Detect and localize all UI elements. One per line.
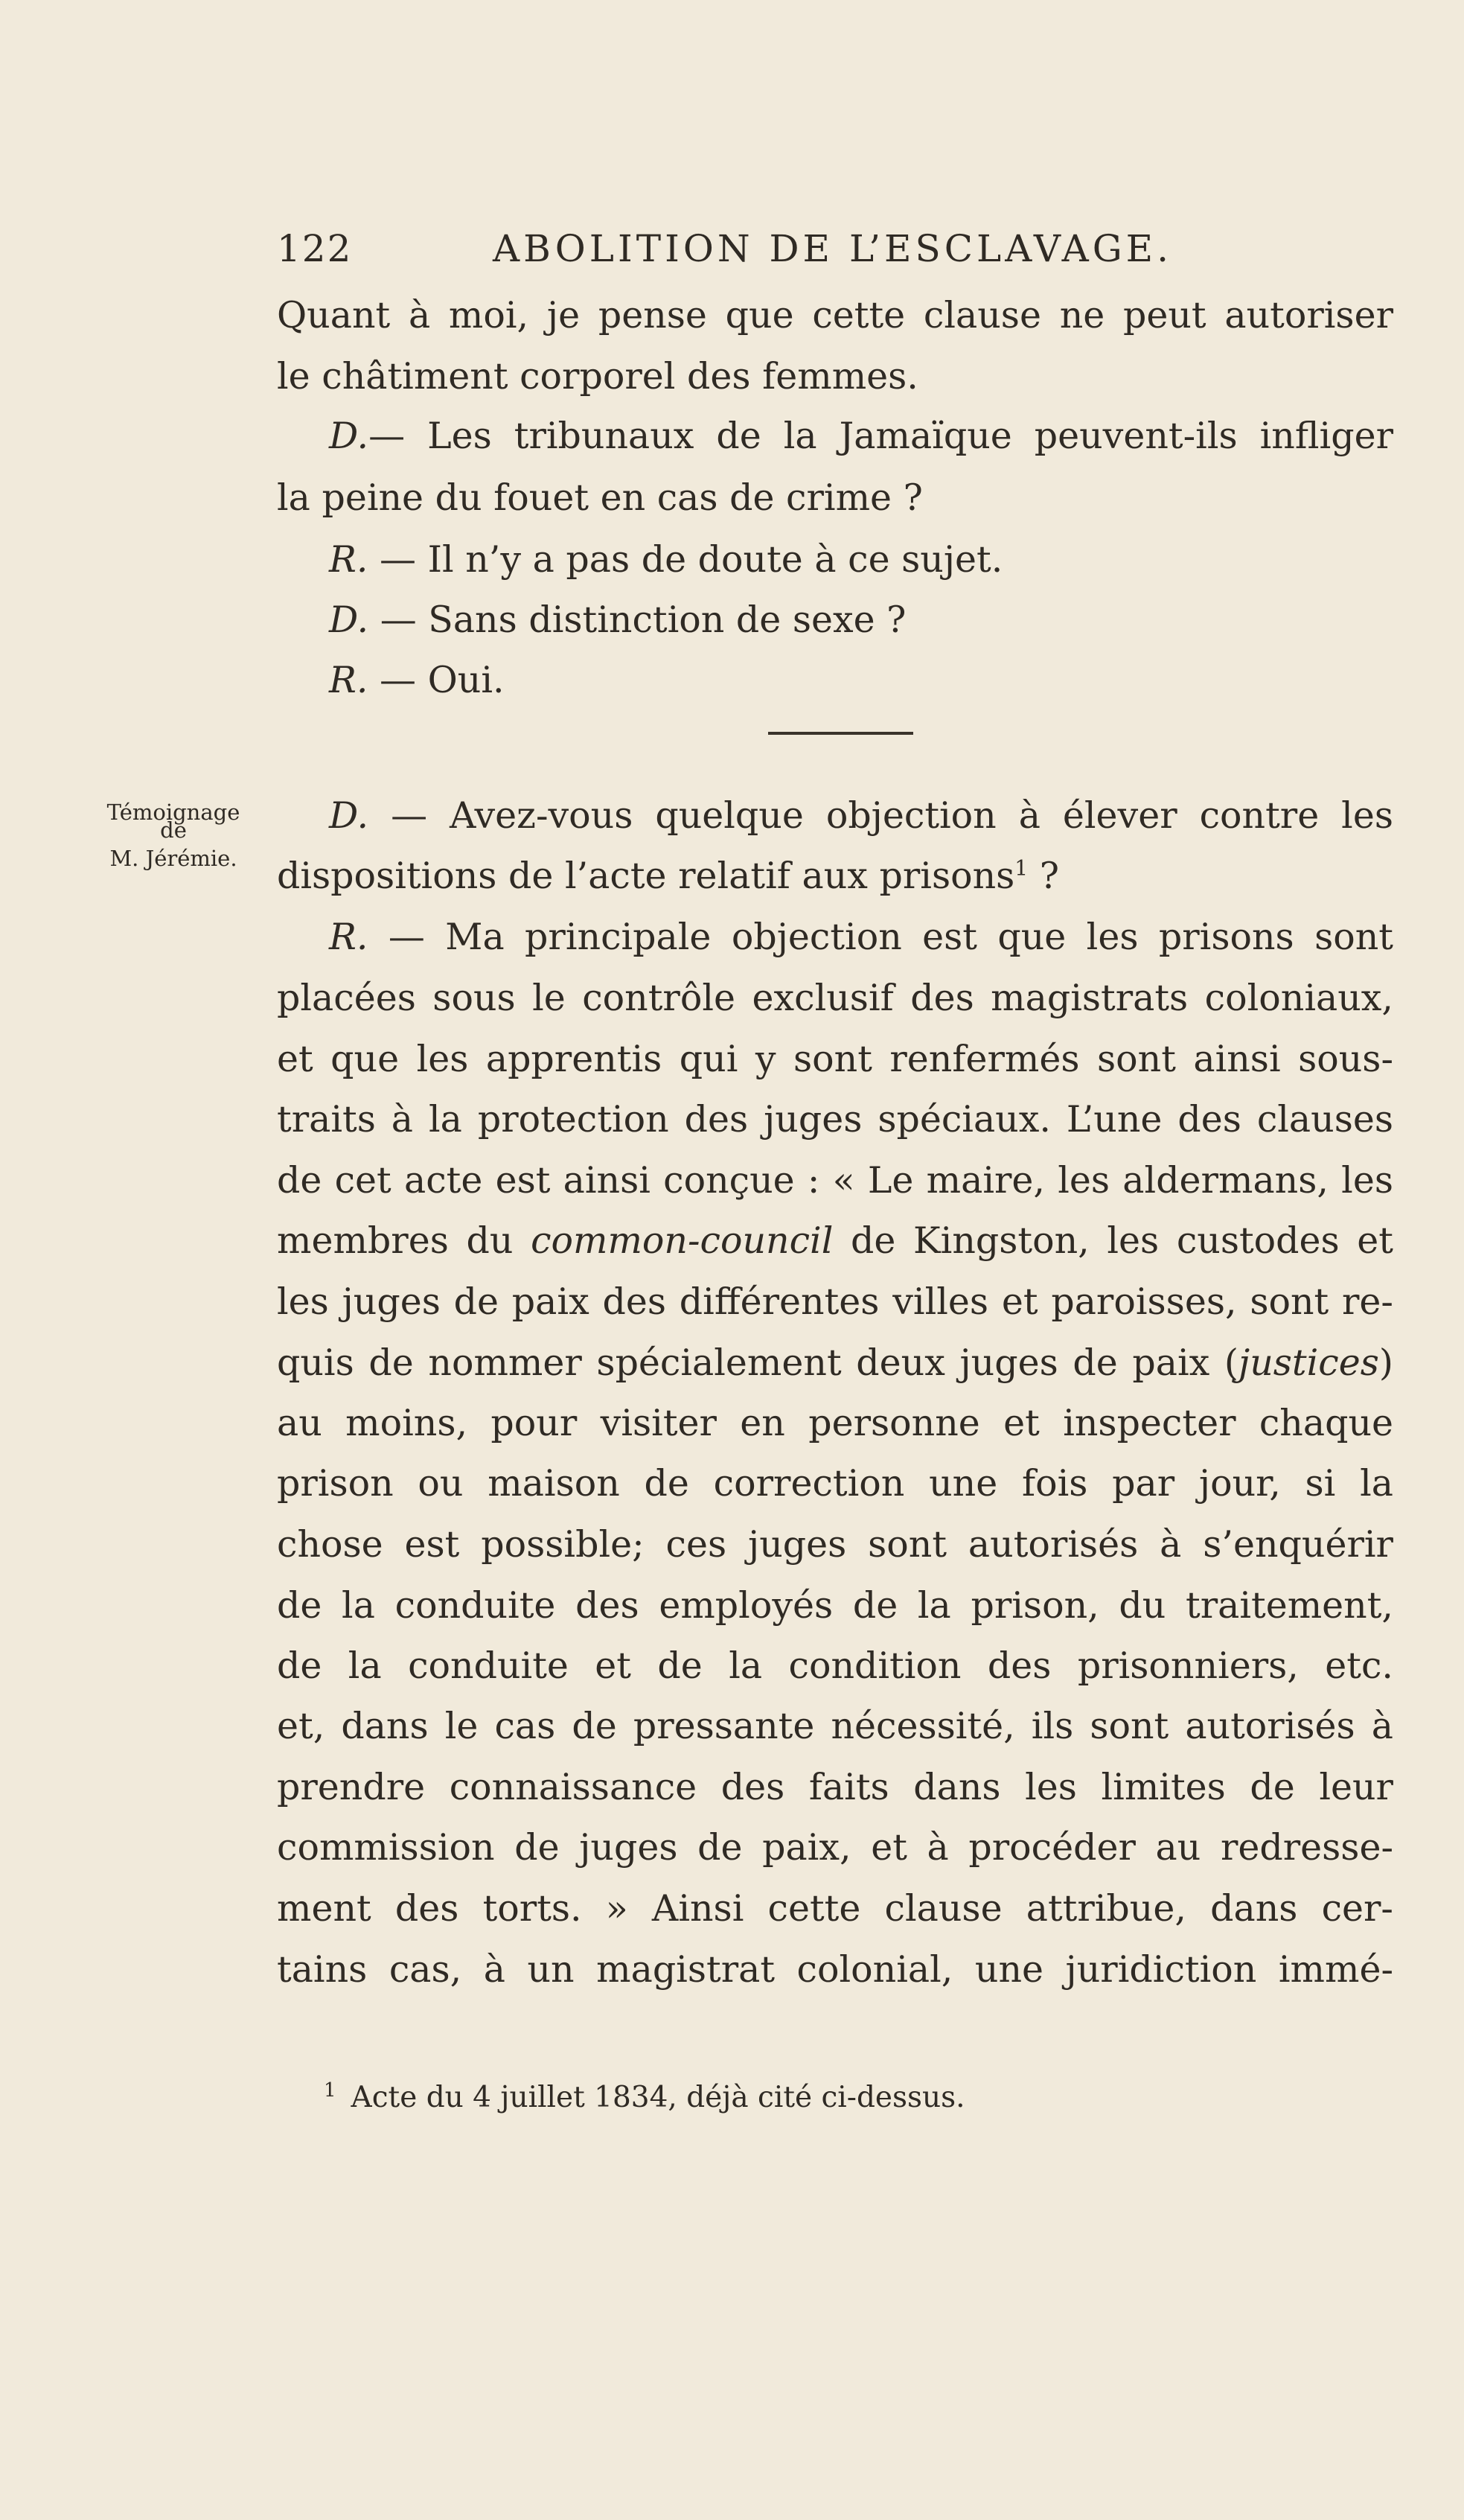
footnote-reference: 1 [1014, 855, 1029, 881]
line-text: de Kingston, les custodes et [833, 1219, 1393, 1262]
text-line: et que les apprentis qui y sont renfermés sont ainsi sous- [277, 1038, 1393, 1080]
speaker-label: D. [329, 599, 369, 641]
text-line: et, dans le cas de pressante nécessité, ils sont autorisés à [277, 1705, 1393, 1747]
text-line: de cet acte est ainsi conçue : « Le maire, les aldermans, les [277, 1159, 1393, 1202]
margin-note-line: de [160, 817, 187, 843]
section-divider [768, 732, 913, 735]
speaker-label: D. [329, 794, 369, 837]
text-line: prison ou maison de correction une fois par jour, si la [277, 1462, 1393, 1505]
text-line: le châtiment corporel des femmes. [277, 355, 918, 398]
footnote-text: Acte du 4 juillet 1834, déjà cité ci-dessus. [351, 2081, 965, 2114]
line-text: — Il n’y a pas de doute à ce sujet. [368, 538, 1003, 581]
text-line: ment des torts. » Ainsi cette clause attribue, dans cer- [277, 1887, 1393, 1930]
text-line: placées sous le contrôle exclusif des magistrats coloniaux, [277, 977, 1393, 1019]
text-line: les juges de paix des différentes villes et paroisses, sont re- [277, 1280, 1393, 1323]
text-line: traits à la protection des juges spéciaux. L’une des clauses [277, 1098, 1393, 1141]
line-text: — Sans distinction de sexe ? [368, 599, 907, 641]
margin-note-line: M. Jérémie. [109, 846, 237, 871]
text-line: Quant à moi, je pense que cette clause ne peut autoriser [277, 294, 1393, 336]
line-text: ? [1028, 855, 1059, 897]
question-line [329, 415, 1393, 457]
footnote-mark: 1 [324, 2079, 336, 2102]
line-text: membres du [277, 1219, 531, 1262]
text-line [277, 1219, 1393, 1262]
speaker-label: D. [329, 415, 369, 457]
text-line [277, 1342, 1393, 1384]
text-line [277, 855, 1059, 897]
text-line: chose est possible; ces juges sont autorisés à s’enquérir [277, 1523, 1393, 1566]
answer-line [329, 538, 1003, 581]
line-text: — Avez-vous quelque objection à élever contre les [368, 794, 1393, 837]
line-text: quis de nommer spécialement deux juges de paix ( [277, 1342, 1239, 1384]
text-line: tains cas, à un magistrat colonial, une juridiction immé- [277, 1948, 1393, 1991]
page-number: 122 [277, 227, 353, 270]
page-header [277, 227, 1185, 279]
margin-note [88, 798, 259, 873]
margin-note-line: Témoignage [106, 800, 240, 825]
line-text: dispositions de l’acte relatif aux prisons [277, 855, 1015, 897]
line-text: — Oui. [368, 659, 505, 701]
question-line [329, 794, 1393, 837]
answer-line [329, 659, 505, 701]
speaker-label: R. [329, 538, 368, 581]
text-line: au moins, pour visiter en personne et inspecter chaque [277, 1402, 1393, 1444]
line-text-italic: justices [1238, 1342, 1379, 1384]
speaker-label: R. [329, 659, 368, 701]
text-line: de la conduite des employés de la prison, du traitement, [277, 1584, 1393, 1627]
line-text: ) [1378, 1342, 1393, 1384]
running-title: ABOLITION DE L’ESCLAVAGE. [493, 227, 1173, 270]
text-line: la peine du fouet en cas de crime ? [277, 476, 923, 519]
answer-line [329, 916, 1393, 958]
text-line: prendre connaissance des faits dans les limites de leur [277, 1766, 1393, 1808]
question-line [329, 599, 906, 641]
line-text-italic: common-council [531, 1219, 834, 1262]
footnote [324, 2079, 965, 2114]
line-text: — Ma principale objection est que les prisons sont [368, 916, 1393, 958]
speaker-label: R. [329, 916, 368, 958]
text-line: commission de juges de paix, et à procéder au redresse- [277, 1826, 1393, 1869]
text-line: de la conduite et de la condition des prisonniers, etc. [277, 1645, 1393, 1687]
line-text: — Les tribunaux de la Jamaïque peuvent-ils infliger [368, 415, 1393, 457]
